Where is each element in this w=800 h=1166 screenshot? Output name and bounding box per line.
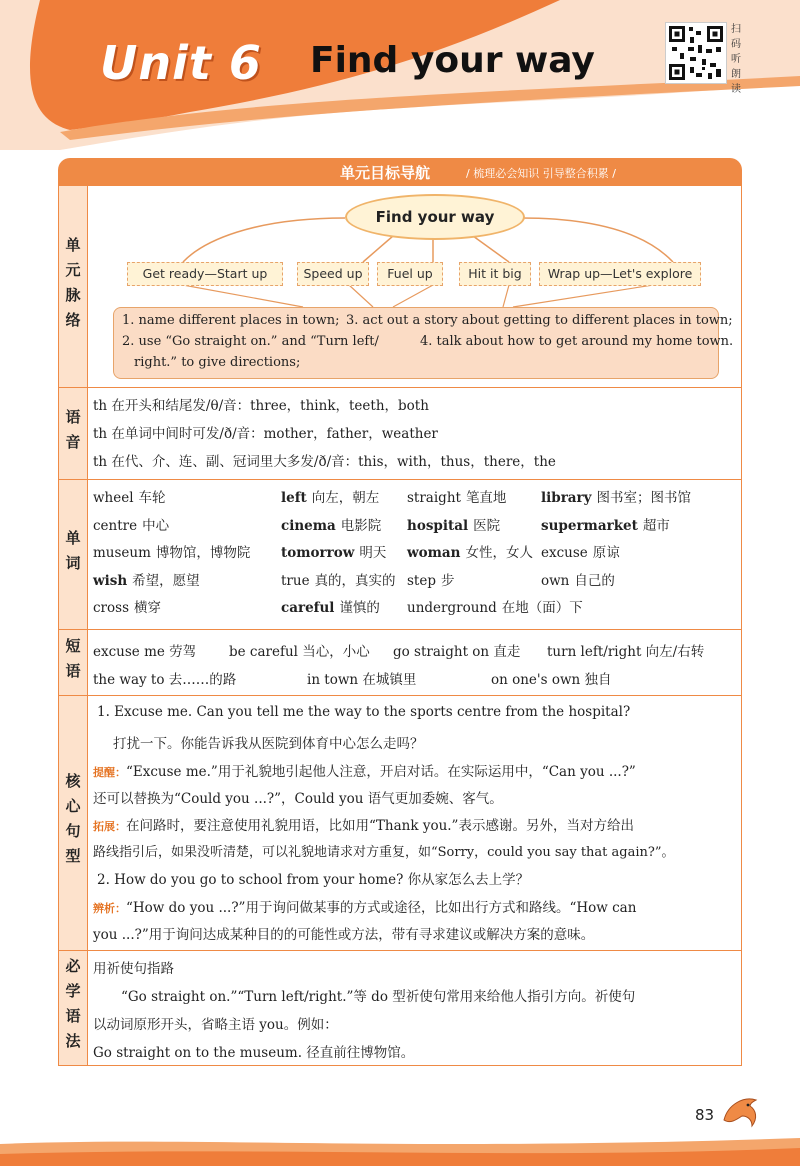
grammar-line: 以动词原形开头，省略主语 you。例如： (93, 1017, 338, 1033)
vocab-item (541, 541, 620, 561)
qr-code-icon[interactable] (665, 22, 727, 84)
vocab-meaning: 医院 (473, 517, 501, 534)
vocab-item (541, 514, 670, 534)
vocab-word: true (281, 572, 310, 589)
vocab-item (407, 486, 506, 506)
map-node: Wrap up—Let's explore (539, 262, 701, 286)
vocab-meaning: 明天 (359, 545, 387, 561)
table-title: 单元目标导航 (340, 164, 431, 182)
objective: right.” to give directions; (134, 355, 301, 370)
sentence-2: 2. How do you go to school from your home? 你从家怎么去上学？ (97, 872, 530, 888)
grammar-example: Go straight on to the museum. 径直前往博物馆。 (93, 1045, 415, 1061)
unit-badge: Unit 6 (100, 36, 262, 90)
sentence-1: 1. Excuse me. Can you tell me the way to the sports centre from the hospital? (97, 704, 631, 720)
grammar-line: “Go straight on.”“Turn left/right.”等 do 型祈使句常用来给他人指引方向。祈使句 (121, 989, 636, 1005)
objective: 1. name different places in town; (122, 313, 340, 328)
map-center-topic: Find your way (345, 194, 525, 240)
row-label: 单元脉络 (59, 186, 88, 387)
vocab-item (93, 569, 200, 589)
vocab-word: hospital (407, 517, 469, 534)
vocab-item (407, 596, 583, 616)
phrases-row (58, 630, 742, 696)
vocab-meaning: 女性，女人 (465, 545, 533, 561)
vocab-word: wish (93, 572, 128, 589)
extend-line: 路线指引后，如果没听清楚，可以礼貌地请求对方重复，如“Sorry，could you say that again?”。 (93, 845, 675, 860)
vocab-item (407, 541, 533, 561)
footer-band (0, 1130, 800, 1166)
objective: 3. act out a story about getting to different places in town; (346, 313, 733, 328)
phrases-content (93, 630, 735, 695)
phrase: in town 在城镇里 (307, 672, 417, 688)
tip-tag: 提醒： (93, 766, 126, 779)
vocab-word: own (541, 572, 570, 589)
map-node: Get ready—Start up (127, 262, 283, 286)
vocab-meaning: 中心 (142, 517, 170, 534)
phrase: turn left/right 向左/右转 (547, 644, 705, 660)
qr-label: 扫码听朗读 (731, 24, 741, 95)
analysis-line: 辨析：“How do you ...?”用于询问做某事的方式或途径，比如出行方式和路线。“How can (93, 900, 637, 916)
phrase: on one's own 独自 (491, 672, 612, 688)
vocab-item (281, 486, 379, 506)
phrase: the way to 去……的路 (93, 672, 237, 688)
vocab-word: tomorrow (281, 545, 355, 561)
vocab-item (93, 596, 161, 616)
vocab-word: museum (93, 545, 151, 561)
vocab-item (281, 569, 396, 589)
vocab-meaning: 图书室；图书馆 (596, 490, 692, 506)
row-label: 核心句型 (59, 696, 88, 950)
unit-map (93, 186, 735, 387)
core-sentences (93, 696, 735, 950)
map-node: Fuel up (377, 262, 443, 286)
phrase: go straight on 直走 (393, 644, 521, 660)
vocab-item (407, 569, 454, 589)
vocab-meaning: 在地（面）下 (501, 600, 583, 616)
page-number: 83 (695, 1106, 715, 1124)
phonics-content (93, 388, 735, 479)
vocab-item (93, 514, 169, 534)
vocab-meaning: 横穿 (134, 600, 161, 616)
grammar-heading: 用祈使句指路 (93, 961, 174, 977)
row-label: 单词 (59, 480, 88, 629)
dolphin-icon (718, 1090, 762, 1134)
phrase: excuse me 劳驾 (93, 644, 197, 660)
vocab-word: step (407, 572, 436, 589)
grammar-content (93, 951, 735, 1065)
vocab-meaning: 谨慎的 (339, 600, 380, 616)
map-node: Speed up (297, 262, 369, 286)
vocab-word: cinema (281, 517, 336, 534)
row-label: 语音 (59, 388, 88, 479)
row-label: 短语 (59, 630, 88, 695)
vocab-meaning: 博物馆，博物院 (155, 545, 251, 561)
sentence-1-translation: 打扰一下。你能告诉我从医院到体育中心怎么走吗？ (113, 736, 424, 752)
vocab-item (541, 569, 615, 589)
vocab-word: careful (281, 600, 335, 616)
vocab-meaning: 步 (440, 572, 455, 589)
vocab-item (541, 486, 691, 506)
vocab-item (407, 514, 500, 534)
vocabulary-row (58, 480, 742, 630)
vocab-word: centre (93, 517, 138, 534)
extend-tag: 拓展： (93, 820, 126, 833)
vocab-word: woman (407, 545, 461, 561)
tip-line: 还可以替换为“Could you ...?”，Could you 语气更加委婉、客气。 (93, 791, 503, 807)
vocab-meaning: 车轮 (138, 490, 166, 506)
objective: 4. talk about how to get around my home town. (420, 334, 734, 349)
map-node: Hit it big (459, 262, 531, 286)
vocab-meaning: 自己的 (574, 572, 615, 589)
phonics-row (58, 388, 742, 480)
analysis-tag: 辨析： (93, 902, 126, 915)
phrase: be careful 当心，小心 (229, 644, 370, 660)
vocab-meaning: 笔直地 (465, 490, 507, 506)
unit-goal-table (58, 158, 742, 1066)
vocab-meaning: 原谅 (592, 545, 620, 561)
vocab-item (281, 596, 380, 616)
table-subtitle: / 梳理必会知识 引导整合积累 / (466, 167, 616, 180)
vocab-item (281, 541, 386, 561)
vocab-word: left (281, 490, 307, 506)
vocab-word: underground (407, 600, 497, 616)
vocab-word: library (541, 490, 592, 506)
table-header (58, 158, 742, 186)
unit-map-row (58, 186, 742, 388)
vocab-meaning: 向左，朝左 (311, 490, 380, 506)
vocab-item (281, 514, 381, 534)
vocab-item (93, 486, 166, 506)
analysis-line: you ...?”用于询问达成某种目的的可能性或方法，带有寻求建议或解决方案的意味。 (93, 927, 595, 943)
core-sentences-row (58, 696, 742, 951)
vocab-word: wheel (93, 490, 134, 506)
vocab-word: supermarket (541, 517, 638, 534)
phonics-line: th 在开头和结尾发/θ/音：three，think，teeth，both (93, 398, 429, 414)
vocab-meaning: 电影院 (340, 517, 382, 534)
objectives-box (113, 307, 734, 379)
phonics-line: th 在代、介、连、副、冠词里大多发/ð/音：this，with，thus，there，the (93, 454, 556, 470)
grammar-row (58, 951, 742, 1066)
vocab-word: straight (407, 490, 461, 506)
vocab-meaning: 超市 (642, 517, 670, 534)
phonics-line: th 在单词中间时可发/ð/音：mother，father，weather (93, 426, 438, 442)
unit-title: Find your way (310, 40, 595, 81)
vocab-item (93, 541, 250, 561)
extend-line: 拓展：在问路时，要注意使用礼貌用语，比如用“Thank you.”表示感谢。另外，当对方给出 (93, 818, 634, 834)
vocab-meaning: 希望，愿望 (132, 572, 200, 589)
vocab-meaning: 真的，真实的 (314, 572, 396, 589)
objective: 2. use “Go straight on.” and “Turn left/ (122, 334, 379, 349)
tip-line: 提醒：“Excuse me.”用于礼貌地引起他人注意，开启对话。在实际运用中，“Can you ...?” (93, 764, 636, 780)
vocab-word: cross (93, 600, 129, 616)
vocabulary-grid (93, 480, 735, 629)
vocab-word: excuse (541, 545, 588, 561)
row-label: 必学语法 (59, 951, 88, 1065)
